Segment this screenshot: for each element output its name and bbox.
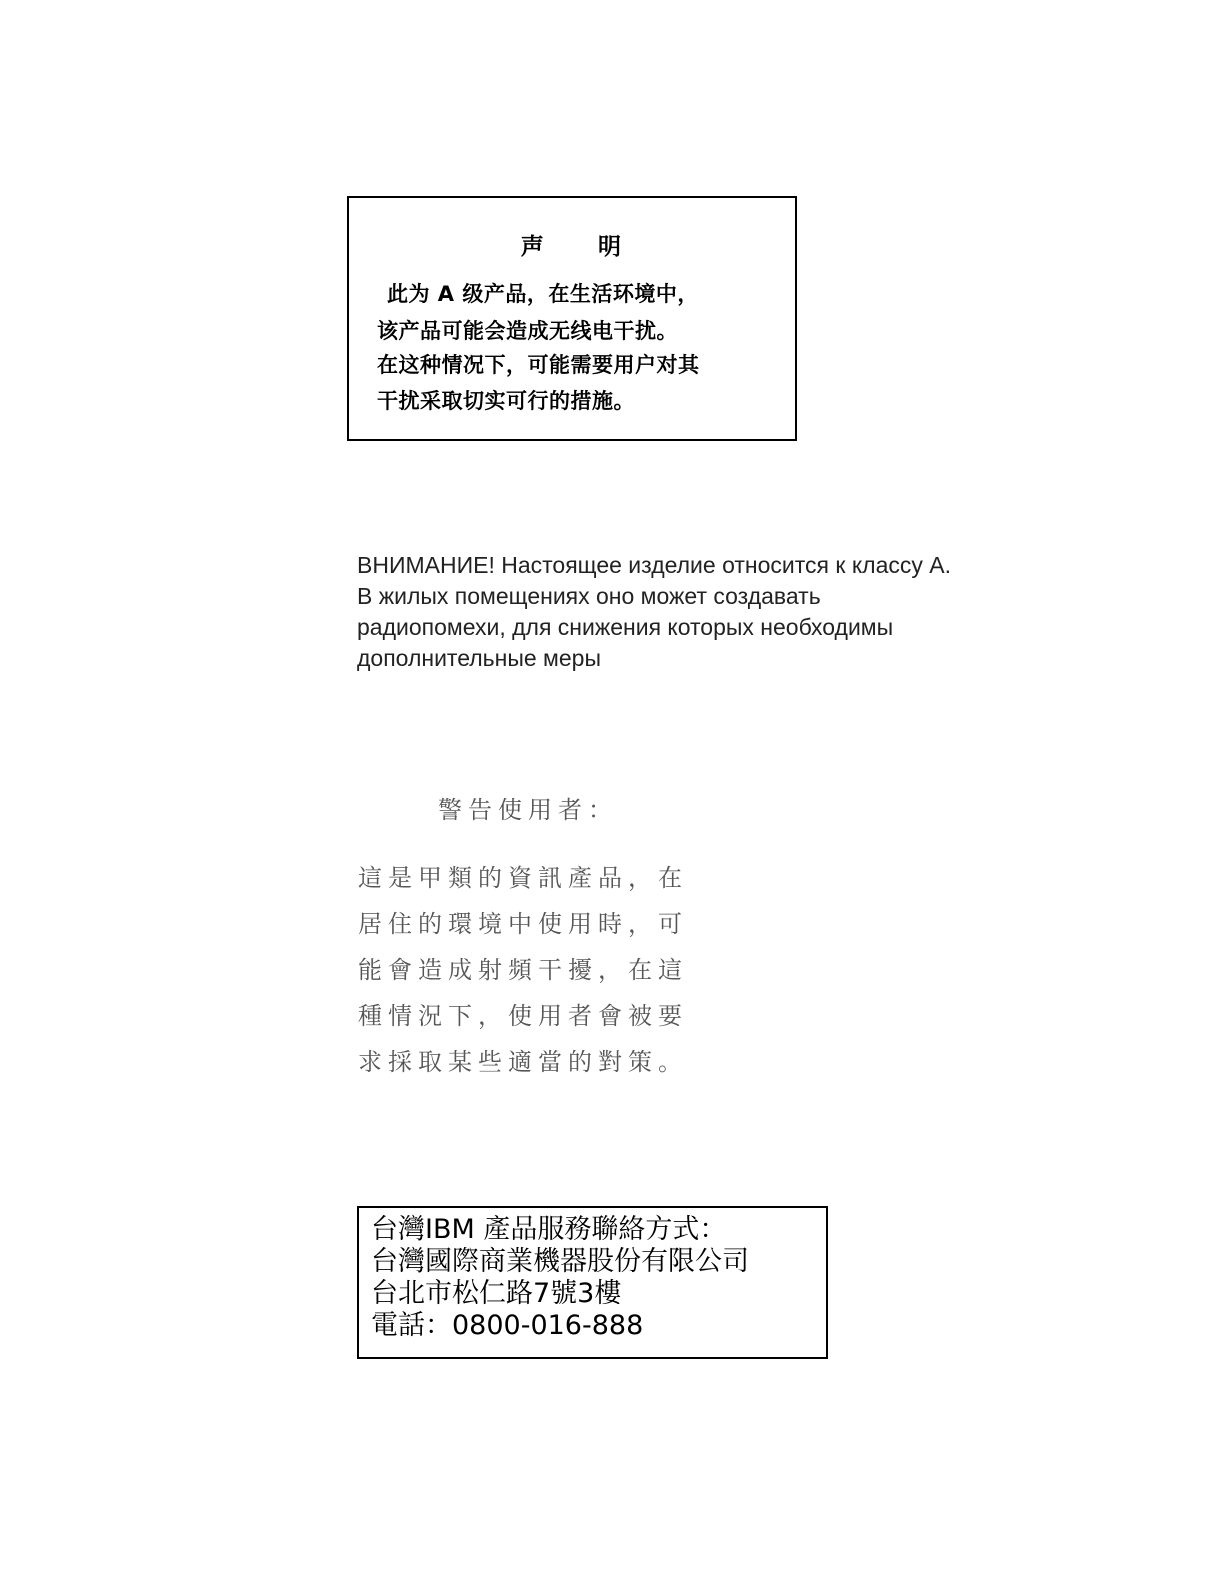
taiwan-warning-line: 求採取某些適當的對策。 — [358, 1048, 688, 1076]
china-notice-title-left: 声 — [520, 234, 546, 260]
contact-line: 台灣IBM 產品服務聯絡方式： — [371, 1214, 727, 1245]
contact-phone: 電話：0800-016-888 — [371, 1310, 644, 1341]
china-class-a-notice-box — [347, 196, 797, 441]
russia-notice-line: радиопомехи, для снижения которых необходимы — [357, 614, 894, 640]
china-notice-title — [349, 228, 795, 261]
china-notice-line: 该产品可能会造成无线电干扰。 — [377, 319, 678, 343]
russia-notice-line: ВНИМАНИЕ! Настоящее изделие относится к классу А. — [357, 552, 951, 578]
russia-notice-line: В жилых помещениях оно может создавать — [357, 583, 821, 609]
taiwan-warning-heading: 警告使用者： — [438, 796, 618, 824]
china-notice-line: 干扰采取切实可行的措施。 — [377, 389, 635, 413]
china-notice-title-right: 明 — [598, 234, 624, 260]
taiwan-ibm-contact-box — [357, 1206, 828, 1359]
taiwan-warning-line: 能會造成射頻干擾，在這 — [358, 956, 688, 984]
china-notice-line: 此为 A 级产品，在生活环境中， — [387, 282, 699, 306]
taiwan-warning-line: 種情況下，使用者會被要 — [358, 1002, 688, 1030]
russia-notice-line: дополнительные меры — [357, 645, 601, 671]
taiwan-warning-line: 居住的環境中使用時，可 — [358, 910, 688, 938]
taiwan-warning-line: 這是甲類的資訊產品，在 — [358, 864, 688, 892]
russia-class-a-notice — [357, 550, 1097, 674]
contact-line: 台北市松仁路7號3樓 — [371, 1278, 622, 1309]
china-notice-line: 在这种情况下，可能需要用户对其 — [377, 353, 700, 377]
contact-line: 台灣國際商業機器股份有限公司 — [371, 1246, 749, 1277]
